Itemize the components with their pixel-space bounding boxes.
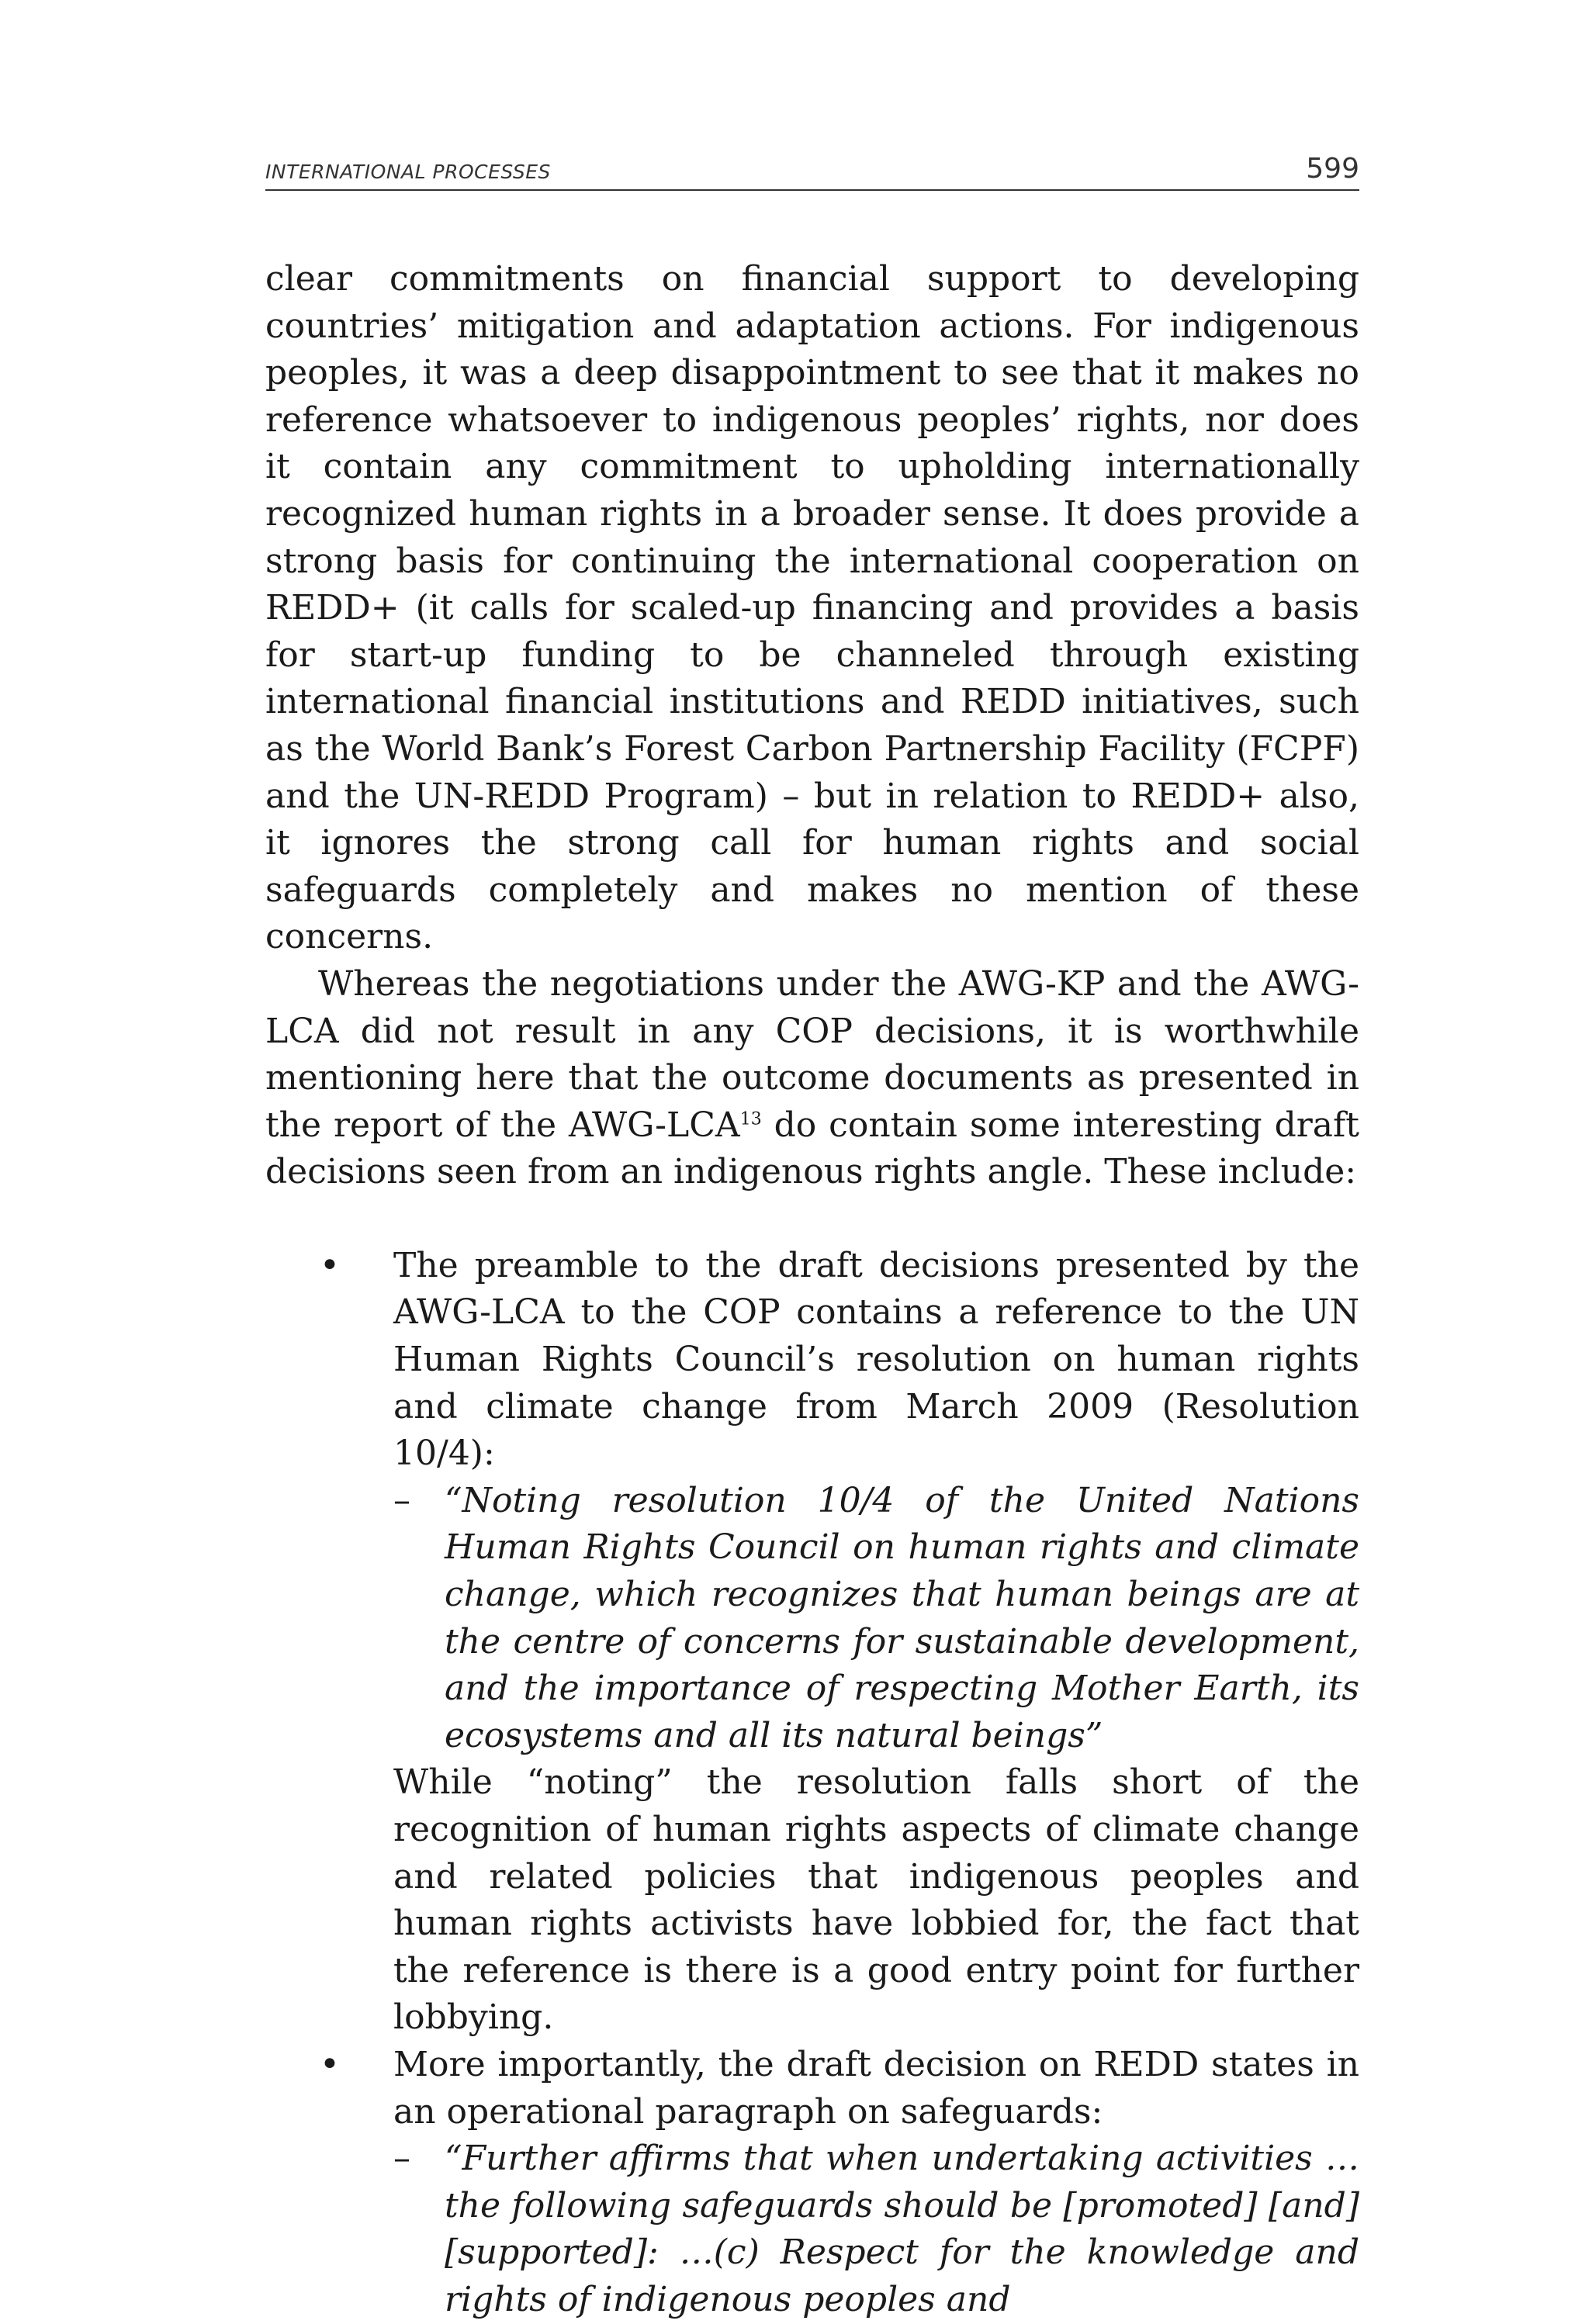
quote-block xyxy=(393,1478,1359,1760)
quote-2-text: “Further affirms that when undertaking activities … the following safeguards should be [promoted] [and] [supported]: …(c) Respect for the knowledge and rights of indigenous peoples and xyxy=(445,2139,1359,2319)
bullet-1-follow-up: While “noting” the resolution falls short of the recognition of human rights aspects of climate change and related policies that indigenous peoples and human rights activists have lobbied for, the fact that the reference is there is a good entry point for further lobbying. xyxy=(393,1762,1359,2038)
quote-block xyxy=(393,2136,1359,2323)
body-text xyxy=(265,256,1359,2324)
bullet-1-text: The preamble to the draft decisions presented by the AWG-LCA to the COP contains a reference to the UN Human Rights Council’s resolution on human rights and climate change from March 2009 (Resolution 10/4): xyxy=(393,1245,1359,1474)
quote-1-text: “Noting resolution 10/4 of the United Nations Human Rights Council on human rights and climate change, which recognizes that human beings are at the centre of concerns for sustainable development, and the importance of respecting Mother Earth, its ecosystems and all its natural beings” xyxy=(445,1480,1359,1755)
running-header xyxy=(265,149,1359,191)
dash-icon: – xyxy=(393,2139,410,2179)
paragraph-2 xyxy=(265,961,1359,1196)
dash-icon: – xyxy=(393,1480,410,1520)
bullet-2-text: More importantly, the draft decision on REDD states in an operational paragraph on safeguards: xyxy=(393,2044,1359,2132)
paragraph-2-continuation: do contain some interesting draft decisions seen from an indigenous rights angle. These include: xyxy=(265,1105,1359,1192)
bullet-list xyxy=(265,1243,1359,2324)
bullet-icon: • xyxy=(320,1245,340,1285)
running-title: INTERNATIONAL PROCESSES xyxy=(265,161,551,183)
list-item xyxy=(265,2042,1359,2324)
paragraph-2-text: Whereas the negotiations under the AWG-KP and the AWG-LCA did not result in any COP decisions, it is worthwhile mentioning here that the outcome documents as presented in the report of the AWG-LCA xyxy=(265,963,1359,1145)
footnote-reference: 13 xyxy=(739,1109,762,1129)
paragraph-1: clear commitments on financial support to developing countries’ mitigation and adaptation actions. For indigenous peoples, it was a deep disappointment to see that it makes no reference whatsoever to indigenous peoples’ rights, nor does it contain any commitment to upholding internationally recognized human rights in a broader sense. It does provide a strong basis for continuing the international cooperation on REDD+ (it calls for scaled-up financing and provides a basis for start-up funding to be channeled through existing international financial institutions and REDD initiatives, such as the World Bank’s Forest Carbon Partnership Facility (FCPF) and the UN-REDD Program) – but in relation to REDD+ also, it ignores the strong call for human rights and social safeguards completely and makes no mention of these concerns. xyxy=(265,259,1359,957)
page-number: 599 xyxy=(1306,153,1359,185)
list-item xyxy=(265,1243,1359,2042)
bullet-icon: • xyxy=(320,2044,340,2084)
